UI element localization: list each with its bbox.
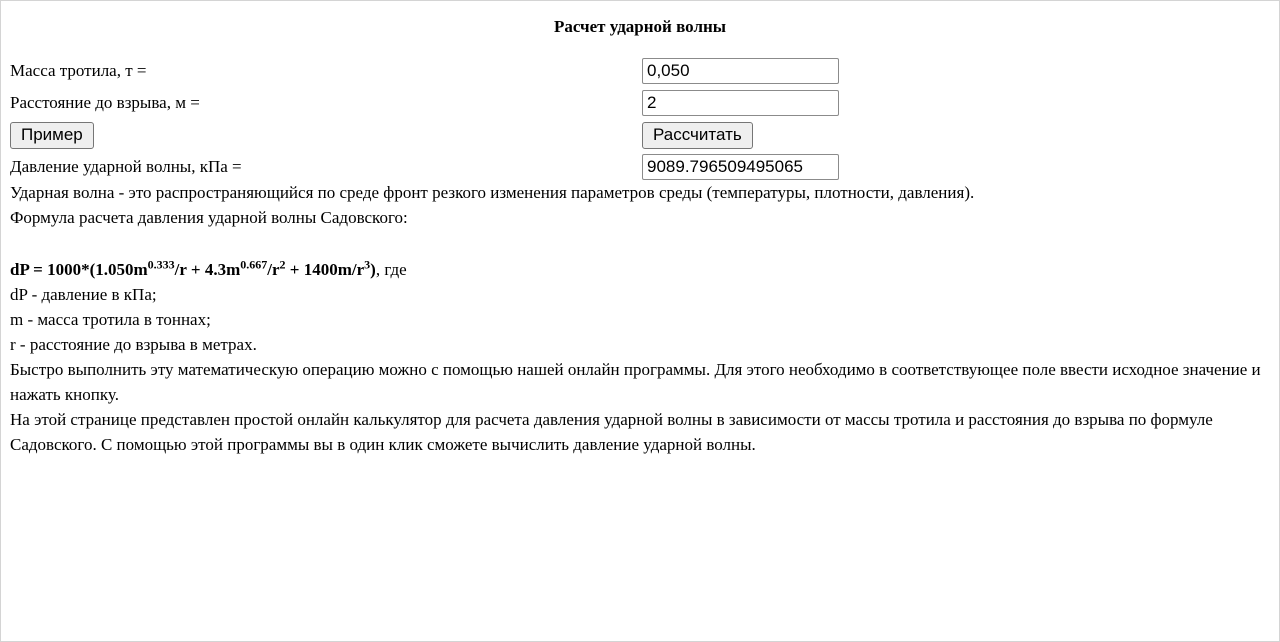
formula-part: + 1400m/r (285, 260, 365, 279)
definition-r: r - расстояние до взрыва в метрах. (10, 335, 257, 354)
formula-exponent: 2 (279, 257, 286, 272)
definition-m: m - масса тротила в тоннах; (10, 310, 211, 329)
mass-label: Масса тротила, т = (10, 61, 147, 80)
description-paragraph: На этой странице представлен простой онлайн калькулятор для расчета давления ударной волны в зависимости от массы тротила и расстояния до взрыва по формуле Садовского. С помощью этой программы вы в один клик сможете вычислить давление ударной волны. (10, 410, 1213, 454)
formula-exponent: 0.333 (147, 257, 175, 272)
formula-part: dP = 1000*(1.050m (10, 260, 148, 279)
formula-part: ) (370, 260, 376, 279)
calculator-form (10, 58, 1270, 180)
pressure-label: Давление ударной волны, кПа = (10, 157, 242, 176)
formula-tail: , где (375, 260, 407, 279)
definition-dp: dP - давление в кПа; (10, 285, 157, 304)
page-title: Расчет ударной волны (553, 17, 727, 36)
mass-input[interactable] (642, 58, 839, 84)
formula-exponent: 0.667 (240, 257, 268, 272)
formula-bold-group (10, 257, 376, 279)
distance-label: Расстояние до взрыва, м = (10, 93, 200, 112)
intro-paragraph: Ударная волна - это распространяющийся по среде фронт резкого изменения параметров среды (температуры, плотности, давления). (10, 183, 975, 202)
distance-input[interactable] (642, 90, 839, 116)
pressure-result-input[interactable] (642, 154, 839, 180)
sadovsky-formula (10, 257, 1270, 282)
article-content (10, 180, 1270, 457)
formula-heading: Формула расчета давления ударной волны Садовского: (10, 208, 408, 227)
usage-paragraph: Быстро выполнить эту математическую операцию можно с помощью нашей онлайн программы. Для этого необходимо в соответствующее поле ввести исходное значение и нажать кнопку. (10, 360, 1261, 404)
formula-part: /r (267, 260, 280, 279)
formula-exponent: 3 (364, 257, 371, 272)
calculate-button[interactable]: Рассчитать (642, 122, 753, 149)
example-button[interactable]: Пример (10, 122, 94, 149)
variable-definitions (10, 282, 1270, 357)
formula-part: /r + 4.3m (174, 260, 241, 279)
